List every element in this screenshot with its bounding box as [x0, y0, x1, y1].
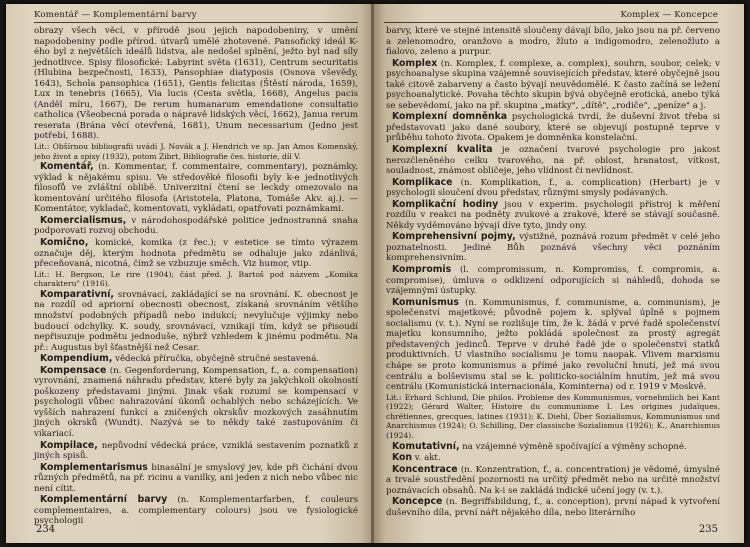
- entry-text: je označení tvarové psychologie pro jakost nerozčleněného celku tvarového, na př. oblost, hranatost, vítkost, souladnost, známost obličeje, jeho vlídnost či nevlídnost.: [386, 145, 720, 177]
- entry-text: nepůvodní vědecká práce, vzniklá sestavením poznatků z jiných spisů.: [34, 440, 358, 462]
- dictionary-entry: [386, 265, 720, 297]
- entry-text: (n. Konzentration, f., a. concentration) je vědomé, úmyslné a trvalé soustředění pozornosti na určitý předmět nebo na určité množství poznávacích obsahů. Na k-i se zakládá indické učení jogy (v. t.).: [386, 464, 720, 496]
- dictionary-entry: [386, 453, 720, 464]
- dictionary-entry: [34, 162, 358, 215]
- left-header-rule: [34, 22, 358, 23]
- entry-text: (n. Komplikation, f., a. complication) (Herbart) je v psychologii sloučení dvou představ, různými smysly podávaných.: [386, 177, 720, 199]
- entry-continuation: [386, 393, 720, 441]
- entry-text: vědecká příručka, obyčejně stručné sestavená.: [112, 354, 320, 365]
- entry-text: (n. Gegenforderung, Kompensation, f., a. compensation) vyrovnání, znamená náhradu představ, které byly za jakýchkoli okolností poškozeny představami jinými. Jinak však rozumí se kompensací v psychologii vůbec nahrazování úkonů ochablých nebo scházejících. Ve vyšších nahrazení funkcí a zničených okrskův mozkových zasáhnutím jiných okrsků (Wundt). Nazývá se to někdy také zastupováním či vikariací.: [34, 365, 358, 439]
- dictionary-entry: [34, 495, 358, 527]
- entry-headword: Koncentrace: [392, 463, 458, 475]
- dictionary-entry: [386, 200, 720, 232]
- open-book: [6, 4, 744, 543]
- dictionary-entry: [386, 112, 720, 144]
- entry-headword: Komplikační hodiny: [392, 198, 499, 210]
- entry-headword: Koncepce: [392, 496, 443, 508]
- right-running-head: [384, 10, 718, 20]
- entry-continuation: [34, 142, 358, 161]
- entry-headword: Komplementární barvy: [40, 494, 168, 506]
- dictionary-entry: [34, 441, 358, 462]
- entry-text: Lit.: Obšírnou bibliografii uvádí J. Novák a J. Hendrich ve sp. Jan Amos Komenský, jeho život a spisy (1932), potom Zibrt, Bibliografie čes. historie, díl V.: [34, 142, 358, 161]
- entry-text: v. akt.: [412, 453, 441, 464]
- entry-headword: Kon: [392, 452, 413, 464]
- left-running-head: [34, 10, 358, 20]
- entry-text: v národohospodářské politice jednostranná snaha podporovati rozvoj obchodu.: [34, 215, 358, 237]
- dictionary-entry: [34, 366, 358, 440]
- left-page: [6, 4, 372, 543]
- entry-continuation: [386, 26, 720, 58]
- dictionary-entry: [386, 59, 720, 112]
- entry-text: komické, komika (z řec.); v estetice se tímto výrazem označuje děj, kterým hodnota předmětu se odhaluje jako zdánlivá, přeceňovaná, nicotná, čímž se vzbuzuje směch. Viz humor, vtip.: [34, 238, 358, 270]
- entry-headword: Komplexní domněnka: [392, 111, 508, 123]
- entry-text: Lit.: H. Bergson, Le rire (1904); část před. J. Bartoš pod názvem „Komika charakteru" (1916).: [34, 269, 358, 289]
- entry-headword: Komentář,: [40, 161, 94, 173]
- entry-text: binasální je smyslový jev, kde při čichání dvou různých předmětů, na př. ricinu a vanilky, ani jeden z nich nebo vůbec nic není cítit.: [34, 462, 358, 494]
- dictionary-entry: [386, 232, 720, 264]
- entry-text: (n. Begriffsbildung, f., a. conception), první nápad k vytvoření duševního díla, první nářt nějakého díla, nebo literárního: [386, 497, 720, 518]
- dictionary-entry: [34, 238, 358, 270]
- right-header-title: Komplex — Koncepce: [620, 10, 718, 20]
- entry-text: výstižné, poznává rozum předmět v celé jeho poznatelnosti. Jediné Bůh poznává všechny věci poznáním komprehensivním.: [386, 232, 720, 264]
- entry-headword: Kompromis: [392, 264, 452, 276]
- dictionary-entry: [386, 145, 720, 177]
- entry-headword: Komično,: [40, 237, 89, 249]
- entry-continuation: [34, 26, 358, 142]
- entry-headword: Komplexní kvalita: [392, 144, 493, 156]
- entry-headword: Komparativní,: [40, 288, 114, 300]
- entry-continuation: [34, 270, 358, 289]
- entry-text: Lit.: Erhard Schlund, Die philos. Probleme des Kommunismus, vornehmlich bei Kant (1922); Gérard Walter, Histoire du communisme I. Les origines judaïques, chrétiennes, grecques, latines (1931); K. Diehl, Über Sozialismus, Kommunismus und Anarchismus (1924); O. Schilling, Der classische Sozialismus (1926); K., Anarchismus (1924).: [386, 392, 720, 440]
- entry-text: barvy, které ve stejné intensitě sloučeny dávají bílo, jako jsou na př. červeno a zelenomodro, oranžovo a modro, žluto a indigomodro, zelenožluto a fialovo, zeleno a purpur.: [386, 26, 720, 58]
- entry-headword: Komplikace: [392, 176, 453, 188]
- right-page: [374, 4, 744, 543]
- right-page-number: 235: [698, 524, 718, 535]
- dictionary-entry: [34, 354, 358, 365]
- dictionary-entry: [386, 178, 720, 199]
- entry-headword: Komplex: [392, 57, 438, 69]
- entry-text: (l. compromissum, n. Kompromiss, f. compromis, a. compromise), úmluva o odklizení odporujících si náhledů, dohoda se vzájemnými ústupky.: [386, 265, 720, 297]
- entry-headword: Kompilace,: [40, 439, 98, 451]
- entry-headword: Kompendium,: [40, 353, 113, 365]
- entry-text: psychologická tvrdí, že duševní život třeba si představovati jako dané soubory, které se objevují postupně teprve v průběhu tohoto života. Opakem je domněnka konstelační.: [386, 112, 720, 144]
- entry-text: (n. Komplex, f. complexe, a. complex), souhrn, soubor, celek; v psychoanalyse skupina vzájemně souvisejících představ, které obyčejně jsou také citově zabarveny a často bývají neuvědomělé. K často začíná se ležení psychoanalytické. Povaha těchto skupin bývá obyčejně erotická, anebo týká se sebevědomí, jako na př. skupina „matky", „dítě", „rodiče", „peníze" a j.: [386, 58, 720, 111]
- entry-headword: Kompensace: [40, 364, 107, 376]
- left-header-title: Komentář — Komplementární barvy: [34, 10, 197, 20]
- entry-text: (n. Komplementarfarben, f. couleurs complementaires, a. complementary colours) jsou ve fysiologické psychologii: [34, 495, 358, 527]
- entry-text: (n. Kommunismus, f. communisme, a. communism), je společenství majetkové; původně pojem k. splýval úplně s pojmem socialismu (v. t.). Nyní se rozlišuje tím, že k. žádá v prvé řadě společenství majetku konsumního, ježto pokládá společnost za prostý agregát představených jedinců. Teprve v druhé řadě jde o společenství statků produktivních. U vlastního socialismu je tomu naopak. Vlivem marxismu chápe se proto komunismus a přímé jako revoluční hnutí, jež má svou centrálu a bolševismu stal se k. politicko-sociálním hnutím, jež má svou centrálu (Komunistická internacionála, Kominterna) od r. 1919 v Moskvě.: [386, 297, 720, 393]
- entry-headword: Komunismus: [392, 296, 459, 308]
- dictionary-entry: [386, 465, 720, 497]
- right-text-column: [386, 26, 720, 519]
- entry-headword: Komprehensivní pojmy,: [392, 231, 516, 243]
- dictionary-entry: [34, 216, 358, 237]
- entry-text: jsou v experim. psychologii přístroj k měření rozdílu v reakci na podněty zvukové a zrakové, které se stávají současně. Někdy vyděmováno bývají díve tyto, jindy ony.: [386, 199, 720, 231]
- dictionary-entry: [34, 290, 358, 353]
- entry-text: (n. Kommentar, f. commentaire, commentary), poznámky, výklad k nějakému spisu. Ve středověké filosofii byly k-e jednotlivých filosofů ve zvláštní oblibě. Univerzitní čtení se leckdy omezovalo na komentování určitého filosofa (Aristotela, Platona, Tomáše Akv. aj.). — Komentátor, vykladač, komentovati, vykládati, opatřovati poznámkami.: [34, 162, 358, 215]
- left-page-number: 234: [36, 524, 56, 535]
- entry-text: obrazy všech věcí, v přírodě jsou jejich napodobeniny, v umění napodobeniny podle přírod. útvarů umělé zhotovené. Pansofický ideál K-ého byl z největších ideálů lidstva, ale nedošel splnění, ježto byl nad síly jednotlivce. Spisy filosofické: Labyrint světa (1631), Centrum securitatis (Hlubina bezpečnosti, 1633), Pansophiae diatyposis (Osnova vševědy, 1643), Schola pansophica (1651), Gentis felicitas (Štěstí národa, 1659), Lux in tenebris (1665), Via lucis (Cesta světla, 1668), Angelus pacis (Anděl míru, 1667), De rerum humanarum emendatione consultatio catholica (Všeobecná porada o nápravě lidských věcí, 1662), Janua rerum reserata (Brána věcí otevřená, 1681), Unum necessarium (Jedno jest potřebí, 1688).: [34, 26, 358, 142]
- entry-headword: Komercialismus,: [40, 214, 127, 226]
- dictionary-entry: [386, 497, 720, 518]
- dictionary-entry: [386, 442, 720, 453]
- dictionary-entry: [34, 463, 358, 495]
- dictionary-entry: [386, 298, 720, 393]
- entry-text: na vzájemné výměně spočívající a výměny schopné.: [459, 441, 687, 452]
- left-text-column: [34, 26, 358, 527]
- right-header-rule: [384, 22, 718, 23]
- entry-headword: Komutativní,: [392, 440, 460, 452]
- entry-headword: Komplementarismus: [40, 461, 148, 473]
- entry-text: srovnávací, zakládající se na srovnání. K. obecnost je na rozdíl od apriorní obecnosti obecnost, získaná srovnáním většího množství podobných případů nebo indukcí; nevylučuje výjimky nebo budoucí odchylky. K. soudy, srovnávací, vznikají tím, když se přisoudí nepřisuzuje podmětu jednoduše, nýbrž vzhledem k jinému podmětu. Na př.: Augustus byl šťastnější než Cesar.: [34, 289, 358, 353]
